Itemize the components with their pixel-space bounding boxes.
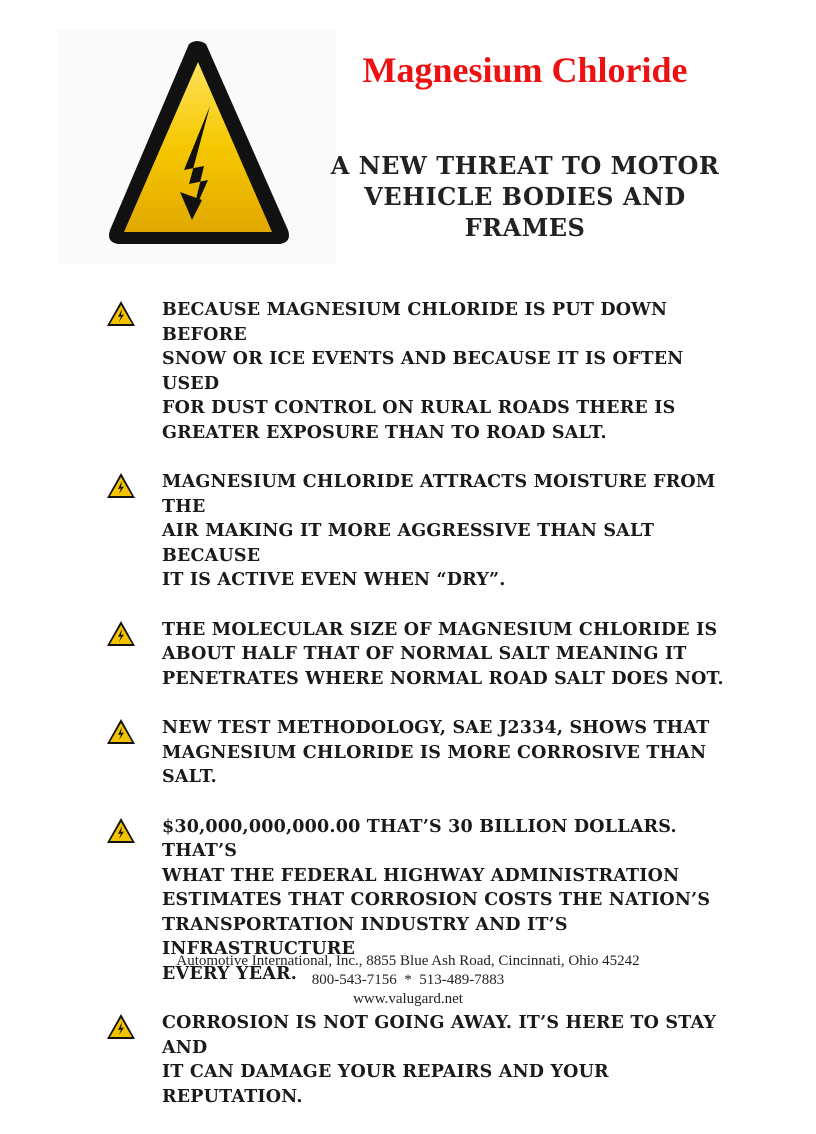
- list-item: [104, 1011, 744, 1109]
- footer-phones: 800-543-7156 * 513-489-7883: [311, 972, 505, 988]
- bullet-text: MAGNESIUM CHLORIDE ATTRACTS MOISTURE FROM THE AIR MAKING IT MORE AGGRESSIVE THAN SALT BECAUSE IT IS ACTIVE EVEN WHEN “DRY”.: [162, 472, 716, 590]
- list-item: [104, 298, 744, 445]
- bullet-text: NEW TEST METHODOLOGY, SAE J2334, SHOWS THAT MAGNESIUM CHLORIDE IS MORE CORROSIVE THAN SALT.: [162, 718, 710, 787]
- footer-website[interactable]: www.valugard.net: [353, 991, 463, 1007]
- high-voltage-warning-icon: [106, 1013, 136, 1040]
- bullet-text: CORROSION IS NOT GOING AWAY. IT’S HERE TO STAY AND IT CAN DAMAGE YOUR REPAIRS AND YOUR REPUTATION.: [162, 1013, 717, 1107]
- high-voltage-warning-icon: [58, 30, 336, 264]
- bullet-text: $30,000,000,000.00 THAT’S 30 BILLION DOLLARS. THAT’S WHAT THE FEDERAL HIGHWAY ADMINISTRATION ESTIMATES THAT CORROSION COSTS THE NATION’S TRANSPORTATION INDUSTRY AND IT’S INFRASTRUCTURE EVERY YEAR.: [162, 816, 711, 984]
- high-voltage-warning-icon: [106, 620, 136, 647]
- list-item: [104, 470, 744, 593]
- bullet-text: BECAUSE MAGNESIUM CHLORIDE IS PUT DOWN BEFORE SNOW OR ICE EVENTS AND BECAUSE IT IS OFTEN USED FOR DUST CONTROL ON RURAL ROADS THERE IS GREATER EXPOSURE THAN TO ROAD SALT.: [162, 300, 684, 443]
- page-subtitle: A NEW THREAT TO MOTOR VEHICLE BODIES AND FRAMES: [330, 151, 720, 242]
- high-voltage-warning-icon: [106, 472, 136, 499]
- list-item: [104, 716, 744, 790]
- footer-address: Automotive International, Inc., 8855 Blue Ash Road, Cincinnati, Ohio 45242: [176, 953, 640, 969]
- high-voltage-warning-icon: [106, 718, 136, 745]
- high-voltage-warning-icon: [106, 300, 136, 327]
- bullet-text: THE MOLECULAR SIZE OF MAGNESIUM CHLORIDE IS ABOUT HALF THAT OF NORMAL SALT MEANING IT PENETRATES WHERE NORMAL ROAD SALT DOES NOT.: [162, 619, 724, 689]
- footer: [108, 952, 708, 1009]
- list-item: [104, 618, 744, 692]
- high-voltage-warning-icon: [106, 817, 136, 844]
- page-title: Magnesium Chloride: [362, 50, 688, 90]
